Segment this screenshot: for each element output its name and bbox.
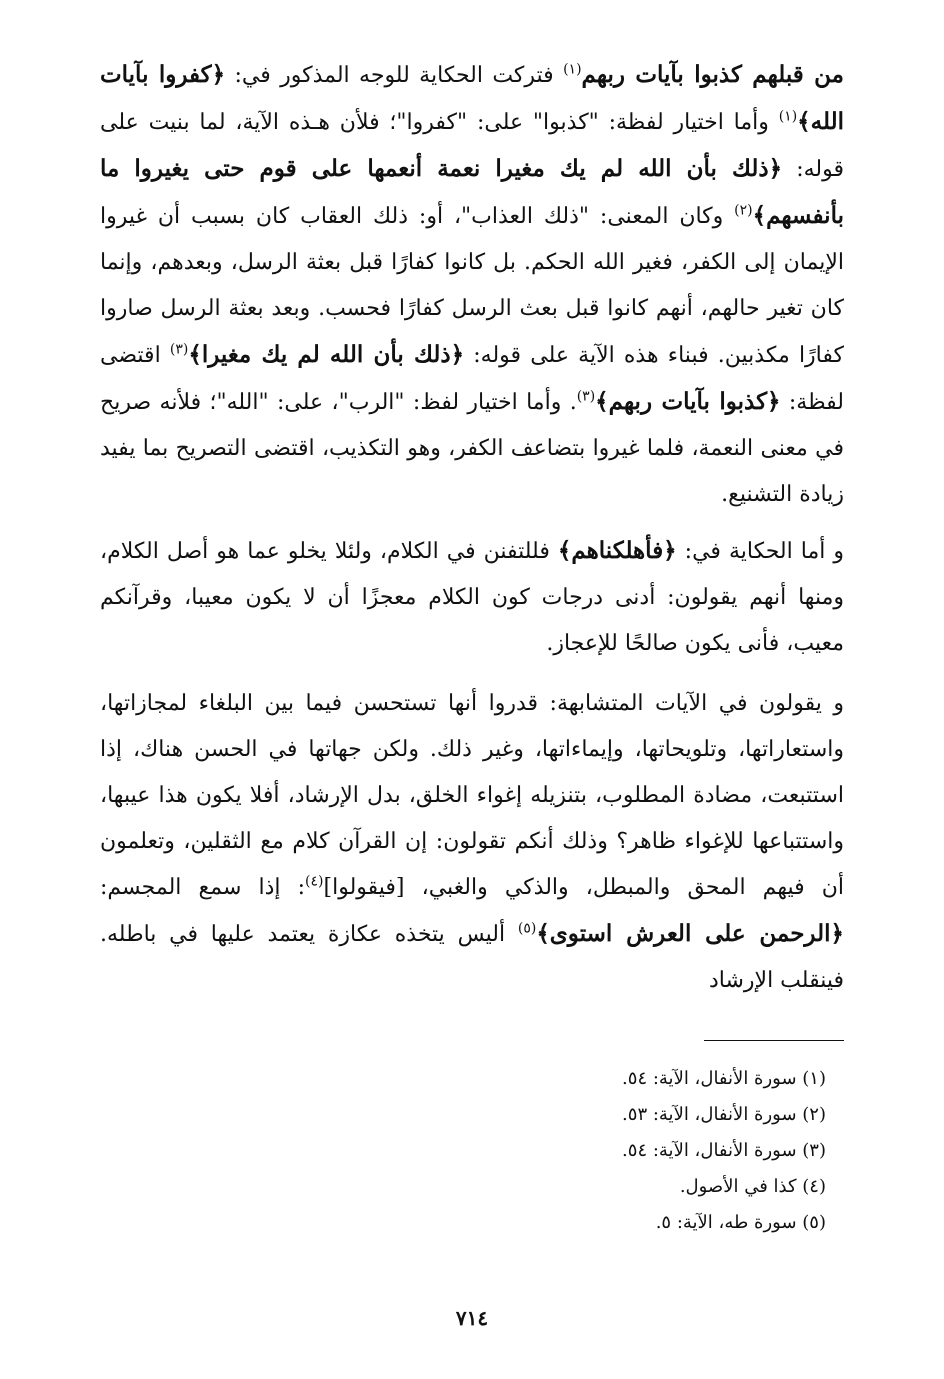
text-segment: و يقولون في الآيات المتشابهة: قدروا أنها تستحسن فيما بين البلغاء لمجازاتها، واستعاراتها، وتلويحاتها، وإيماءاتها، وغير ذلك. ولكن جهاتها في الحسن هناك، إذا استتبعت، مضادة المطلوب، بتنزيله إغواء الخلق، بدل الإرشاد، أفلا يكون هذا عيبها، واستتباعها للإغواء ظاهر؟ وذلك أنكم تقولون: إن القرآن كلام مع الثقلين، وتعلمون أن فيهم المحق والمبطل، والذكي والغبي، [فيقولوا]: [100, 691, 844, 900]
paragraph-3: [100, 681, 844, 1004]
footnote-ref: (٣): [169, 341, 189, 358]
footnote-ref: (١): [778, 108, 798, 125]
paragraph-1: [100, 52, 844, 518]
page-number: ٧١٤: [455, 1306, 489, 1330]
footnote-ref: (٥): [517, 920, 537, 937]
footnote-ref: (٢): [734, 202, 753, 219]
quran-verse: ﴿كفروا بآيات الله﴾: [100, 61, 844, 135]
quran-verse: ﴿كذبوا بآيات ربهم﴾: [595, 388, 781, 415]
footnote-3: (٣) سورة الأنفال، الآية: ٥٤.: [622, 1140, 826, 1161]
paragraph-2: [100, 528, 844, 667]
text-segment: وأما اختيار لفظة: "كذبوا" على: "كفروا"؛ فلأن هـذه الآية، لما بنيت على قوله:: [100, 110, 845, 182]
text-segment: فللتفنن في الكلام، ولئلا يخلو عما هو أصل الكلام، ومنها أنهم يقولون: أدنى درجات كون الكلام معجزًا أن لا يكون معيبا، وقرآنكم معيب، فأنى يكون صالحًا للإعجاز.: [100, 539, 844, 656]
quran-verse: ﴿ذلك بأن الله لم يك مغيرا﴾: [188, 341, 465, 368]
footnote-2: (٢) سورة الأنفال، الآية: ٥٣.: [622, 1104, 826, 1125]
footnote-ref: (٤): [305, 873, 324, 890]
quran-verse: ﴿فأهلكناهم﴾: [557, 537, 677, 564]
text-segment: و أما الحكاية في:: [676, 539, 844, 564]
text-segment: اقتضى لفظة:: [100, 343, 844, 415]
quran-verse: من قبلهم كذبوا بآيات ربهم: [581, 61, 844, 88]
text-segment: . وأما اختيار لفظ: "الرب"، على: "الله"؛ فلأنه صريح في معنى النعمة، فلما غيروا بتضاعف الكفر، وهو التكذيب، اقتضى التصريح بما يفيد زيادة التشنيع.: [100, 390, 844, 507]
quran-verse: ﴿ذلك بأن الله لم يك مغيرا نعمة أنعمها على قوم حتى يغيروا ما بأنفسهم﴾: [100, 155, 844, 229]
text-segment: فتركت الحكاية للوجه المذكور في:: [225, 63, 564, 88]
text-segment: : إذا سمع المجسم:: [100, 875, 306, 900]
footnote-4: (٤) كذا في الأصول.: [679, 1176, 826, 1197]
footnote-ref: (١): [563, 61, 582, 78]
footnotes: [100, 1061, 844, 1241]
footnote-1: (١) سورة الأنفال، الآية: ٥٤.: [622, 1068, 826, 1089]
footnote-divider: [704, 1040, 844, 1041]
text-segment: أليس يتخذه عكازة يعتمد عليها في باطله. فينقلب الإرشاد: [100, 922, 844, 993]
text-segment: وكان المعنى: "ذلك العذاب"، أو: ذلك العقاب كان بسبب أن غيروا الإيمان إلى الكفر، فغير الله الحكم. بل كانوا كفارًا قبل بعثة الرسل، وبعدهم، وإنما كان تغير حالهم، أنهم كانوا قبل بعث الرسل كفارًا فحسب. وبعد بعثة الرسل صاروا كفارًا مكذبين. فبناء هذه الآية على قوله:: [100, 204, 844, 368]
footnote-5: (٥) سورة طه، الآية: ٥.: [655, 1212, 826, 1233]
quran-verse: ﴿الرحمن على العرش استوى﴾: [536, 920, 844, 947]
footnote-ref: (٣): [576, 388, 596, 405]
main-text: [100, 52, 844, 1004]
